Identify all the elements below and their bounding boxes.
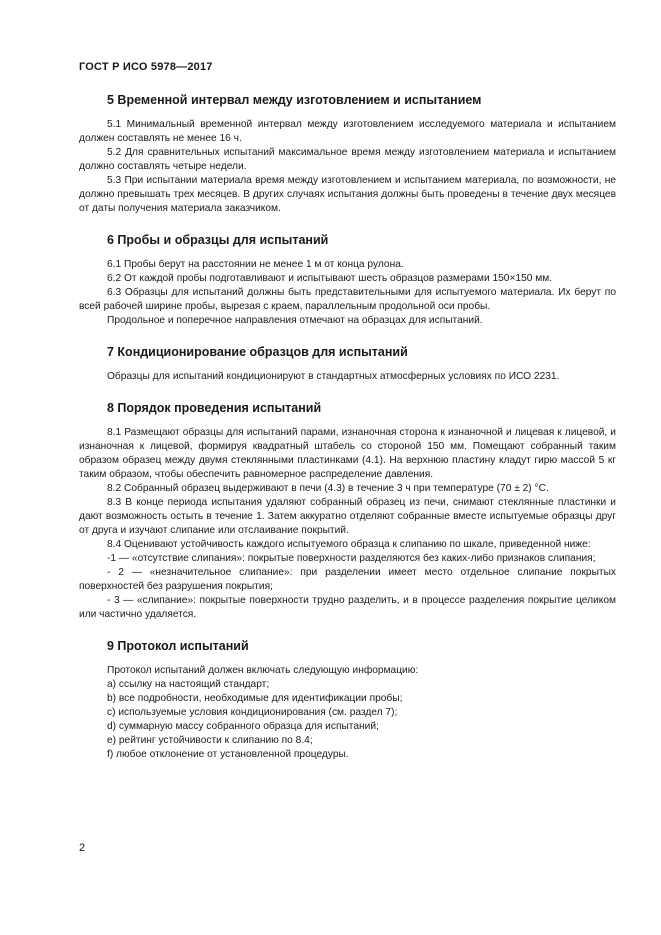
document-body [79,92,616,762]
section-heading: 5 Временной интервал между изготовлением и испытанием [107,93,482,107]
paragraph: Протокол испытаний должен включать следующую информацию: [107,665,419,676]
section-gap [79,328,616,344]
section-heading: 8 Порядок проведения испытаний [107,401,322,415]
scale-item: - 2 — «незначительное слипание»: при разделении имеет место отдельное слипание покрытых поверхностей без разрушения покрытия; [79,567,616,592]
section-5 [79,92,616,216]
list-item: d) суммарную массу собранного образца для испытаний; [107,721,379,732]
section-heading: 7 Кондиционирование образцов для испытаний [107,345,408,359]
section-gap [79,622,616,638]
section-8 [79,400,616,622]
section-heading: 9 Протокол испытаний [107,639,249,653]
scale-item: - 3 — «слипание»: покрытые поверхности трудно разделить, и в процессе разделения покрытие целиком или частично удаляется. [79,595,616,620]
section-heading: 6 Пробы и образцы для испытаний [107,233,329,247]
section-7 [79,344,616,384]
section-gap [79,216,616,232]
paragraph: 8.2 Собранный образец выдерживают в печи (4.3) в течение 3 ч при температуре (70 ± 2) °С. [107,483,549,494]
list-item: a) ссылку на настоящий стандарт; [107,679,270,690]
section-9 [79,638,616,762]
paragraph: 8.4 Оценивают устойчивость каждого испытуемого образца к слипанию по шкале, приведенной ниже: [107,539,591,550]
scale-item: -1 — «отсутствие слипания»: покрытые поверхности разделяются без каких-либо признаков слипания; [107,553,596,564]
paragraph: 6.1 Пробы берут на расстоянии не менее 1 м от конца рулона. [107,259,404,270]
paragraph: 5.1 Минимальный временной интервал между изготовлением исследуемого материала и испытанием должен составлять не менее 16 ч. [79,119,616,144]
paragraph: 8.1 Размещают образцы для испытаний парами, изнаночная сторона к изнаночной и лицевая к лицевой, и изнаночная к лицевой, формируя квадратный штабель со стороной 150 мм. Помещают собранный таким образом образец между двумя стеклянными пластинками (4.1). На верхнюю пластину кладут гирю массой 5 кг таким образом, чтобы обеспечить равномерное распределение давления. [79,427,616,480]
section-gap [79,384,616,400]
paragraph: 5.3 При испытании материала время между изготовлением и испытанием материала, по возможности, не должно превышать трех месяцев. В других случаях испытания должны быть проведены в течение двух месяцев от даты получения материала заказчиком. [79,175,616,214]
paragraph: 6.3 Образцы для испытаний должны быть представительными для испытуемого материала. Их берут по всей рабочей ширине пробы, вырезая с краем, параллельным продольной оси пробы. [79,287,616,312]
section-6 [79,232,616,328]
page-number: 2 [79,842,86,854]
paragraph: Образцы для испытаний кондиционируют в стандартных атмосферных условиях по ИСО 2231. [107,371,560,382]
list-item: f) любое отклонение от установленной процедуры. [107,749,349,760]
paragraph: 5.2 Для сравнительных испытаний максимальное время между изготовлением материала и испытанием должно составлять четыре недели. [79,147,616,172]
document-standard-header: ГОСТ Р ИСО 5978—2017 [79,61,213,73]
list-item: e) рейтинг устойчивости к слипанию по 8.4; [107,735,313,746]
list-item: c) используемые условия кондиционирования (см. раздел 7); [107,707,398,718]
paragraph: 8.3 В конце периода испытания удаляют собранный образец из печи, снимают стеклянные пластинки и дают возможность остыть в течение 1. Затем аккуратно отделяют собранные вместе испытуемые образцы друг от друга и изучают слипание или отслаивание покрытий. [79,497,616,536]
list-item: b) все подробности, необходимые для идентификации пробы; [107,693,403,704]
paragraph: 6.2 От каждой пробы подготавливают и испытывают шесть образцов размерами 150×150 мм. [107,273,553,284]
paragraph: Продольное и поперечное направления отмечают на образцах для испытаний. [107,315,483,326]
